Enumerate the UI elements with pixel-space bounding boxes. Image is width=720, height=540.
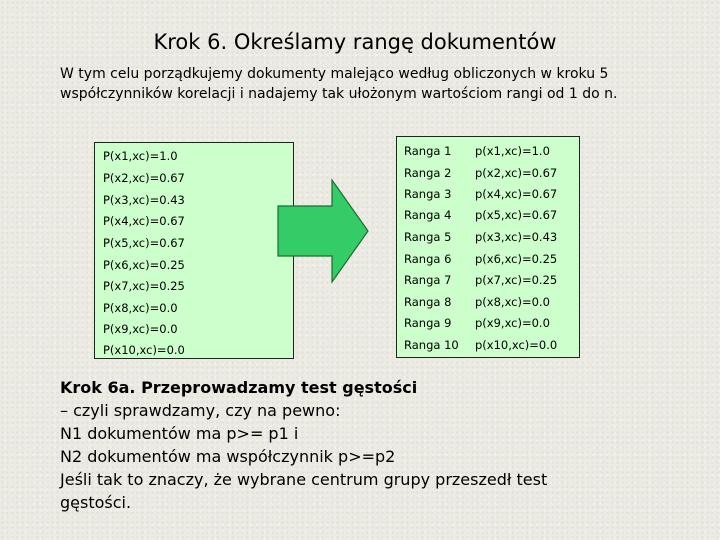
rank-label: Ranga 3: [404, 187, 452, 201]
rank-label: Ranga 5: [404, 230, 452, 244]
ranked-values-box: [396, 136, 580, 358]
rank-value: p(x10,xc)=0.0: [475, 338, 558, 352]
rank-label: Ranga 2: [404, 166, 452, 180]
text-line: N2 dokumentów ma współczynnik p>=p2: [60, 447, 396, 466]
rank-value: p(x5,xc)=0.67: [475, 208, 558, 222]
list-item: P(x7,xc)=0.25: [103, 279, 185, 293]
rank-value: p(x6,xc)=0.25: [475, 252, 558, 266]
list-item: P(x6,xc)=0.25: [103, 258, 185, 272]
list-item: P(x3,xc)=0.43: [103, 193, 185, 207]
list-item: P(x1,xc)=1.0: [103, 149, 178, 163]
rank-label: Ranga 6: [404, 252, 452, 266]
rank-value: p(x7,xc)=0.25: [475, 273, 558, 287]
list-item: P(x2,xc)=0.67: [103, 171, 185, 185]
unsorted-values-box: [94, 142, 294, 359]
text-line: Jeśli tak to znaczy, że wybrane centrum grupy przeszedł test: [60, 470, 548, 489]
rank-label: Ranga 1: [404, 144, 452, 158]
list-item: P(x9,xc)=0.0: [103, 322, 178, 336]
text-line: gęstości.: [60, 493, 132, 512]
rank-value: p(x2,xc)=0.67: [475, 166, 558, 180]
rank-label: Ranga 7: [404, 273, 452, 287]
rank-label: Ranga 8: [404, 295, 452, 309]
page-title: Krok 6. Określamy rangę dokumentów: [153, 30, 557, 54]
text-line: – czyli sprawdzamy, czy na pewno:: [60, 401, 341, 420]
rank-value: p(x8,xc)=0.0: [475, 295, 550, 309]
rank-label: Ranga 10: [404, 338, 459, 352]
rank-value: p(x4,xc)=0.67: [475, 187, 558, 201]
text-line: N1 dokumentów ma p>= p1 i: [60, 424, 299, 443]
rank-label: Ranga 4: [404, 208, 452, 222]
right-arrow-icon: [276, 178, 372, 284]
list-item: P(x10,xc)=0.0: [103, 343, 185, 357]
list-item: P(x8,xc)=0.0: [103, 301, 178, 315]
density-test-heading: Krok 6a. Przeprowadzamy test gęstości: [60, 378, 418, 397]
rank-value: p(x1,xc)=1.0: [475, 144, 550, 158]
intro-paragraph: W tym celu porządkujemy dokumenty malejąco według obliczonych w kroku 5 współczynników korelacji i nadajemy tak ułożonym wartościom rangi od 1 do n.: [60, 66, 618, 102]
rank-value: p(x9,xc)=0.0: [475, 316, 550, 330]
list-item: P(x5,xc)=0.67: [103, 236, 185, 250]
list-item: P(x4,xc)=0.67: [103, 214, 185, 228]
rank-label: Ranga 9: [404, 316, 452, 330]
rank-value: p(x3,xc)=0.43: [475, 230, 558, 244]
density-test-section: [60, 376, 680, 514]
